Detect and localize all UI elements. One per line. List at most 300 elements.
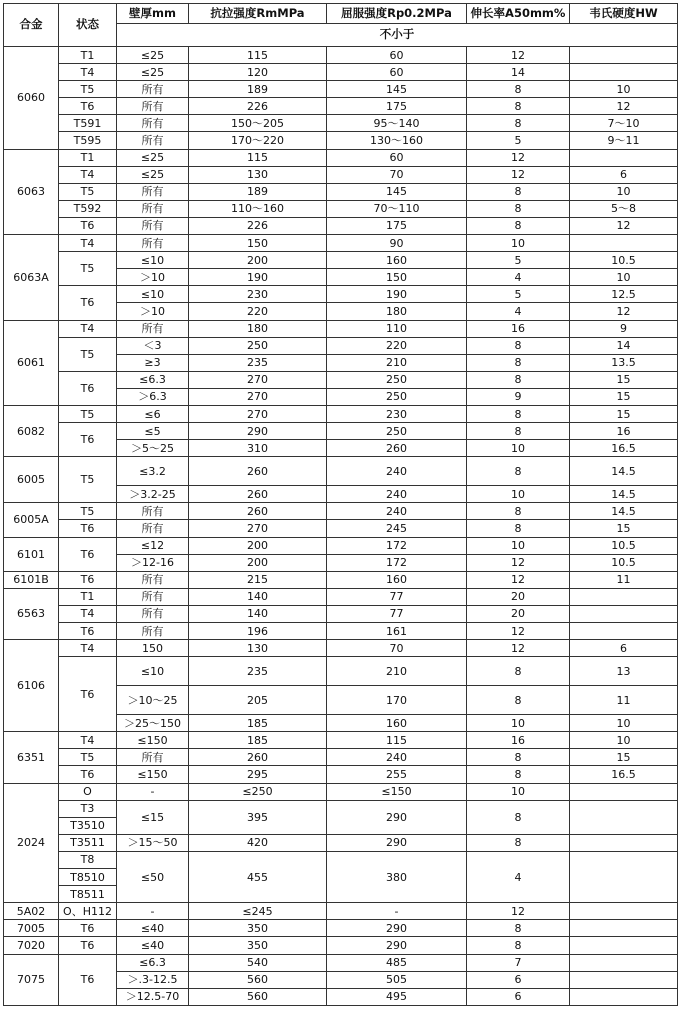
alloy-cell: 6063	[4, 149, 59, 234]
yield-cell: 70	[327, 166, 467, 183]
table-row	[4, 657, 678, 686]
hardness-cell: 15	[570, 405, 678, 422]
yield-cell: 240	[327, 503, 467, 520]
table-row	[4, 235, 678, 252]
table-row	[4, 252, 678, 269]
yield-cell: 260	[327, 440, 467, 457]
thickness-cell: ≤150	[117, 732, 189, 749]
elongation-cell: 6	[467, 988, 570, 1005]
tensile-cell: 130	[189, 166, 327, 183]
thickness-cell: 所有	[117, 98, 189, 115]
elongation-cell: 8	[467, 371, 570, 388]
thickness-cell: 所有	[117, 200, 189, 217]
table-row	[4, 149, 678, 166]
thickness-cell: ≤6	[117, 405, 189, 422]
elongation-cell: 10	[467, 715, 570, 732]
yield-cell: 150	[327, 269, 467, 286]
table-row	[4, 732, 678, 749]
hardness-cell	[570, 937, 678, 954]
yield-cell: 255	[327, 766, 467, 783]
table-body	[4, 47, 678, 1006]
thickness-cell: ≤6.3	[117, 954, 189, 971]
tensile-cell: 260	[189, 749, 327, 766]
yield-cell: 145	[327, 81, 467, 98]
hardness-cell: 11	[570, 571, 678, 588]
table-row	[4, 503, 678, 520]
yield-cell: 77	[327, 605, 467, 622]
elongation-cell: 7	[467, 954, 570, 971]
table-row	[4, 320, 678, 337]
elongation-cell: 12	[467, 903, 570, 920]
yield-cell: 220	[327, 337, 467, 354]
thickness-cell: ＞6.3	[117, 388, 189, 405]
temper-cell: T6	[59, 286, 117, 320]
yield-cell: 130～160	[327, 132, 467, 149]
yield-cell: 240	[327, 457, 467, 486]
hardness-cell: 12	[570, 303, 678, 320]
tensile-cell: 205	[189, 686, 327, 715]
tensile-cell: 270	[189, 520, 327, 537]
tensile-cell: 115	[189, 149, 327, 166]
alloy-cell: 6063A	[4, 235, 59, 320]
hardness-cell: 15	[570, 388, 678, 405]
hardness-cell	[570, 971, 678, 988]
table-row	[4, 166, 678, 183]
yield-cell: 95～140	[327, 115, 467, 132]
yield-cell: ≤150	[327, 783, 467, 800]
header-thickness: 壁厚mm	[117, 4, 189, 24]
yield-cell: 160	[327, 715, 467, 732]
temper-cell: T6	[59, 920, 117, 937]
thickness-cell: ≤150	[117, 766, 189, 783]
tensile-cell: 540	[189, 954, 327, 971]
tensile-cell: 150	[189, 235, 327, 252]
header-yield-strength: 屈服强度Rp0.2MPa	[327, 4, 467, 24]
thickness-cell: ≤5	[117, 423, 189, 440]
temper-cell: T3510	[59, 817, 117, 834]
tensile-cell: 260	[189, 486, 327, 503]
alloy-cell: 7020	[4, 937, 59, 954]
tensile-cell: 295	[189, 766, 327, 783]
yield-cell: 290	[327, 800, 467, 834]
thickness-cell: 所有	[117, 132, 189, 149]
table-row	[4, 405, 678, 422]
hardness-cell: 12	[570, 98, 678, 115]
temper-cell: T4	[59, 605, 117, 622]
elongation-cell: 8	[467, 657, 570, 686]
yield-cell: 495	[327, 988, 467, 1005]
temper-cell: O	[59, 783, 117, 800]
thickness-cell: ≤6.3	[117, 371, 189, 388]
thickness-cell: -	[117, 903, 189, 920]
hardness-cell: 15	[570, 749, 678, 766]
hardness-cell: 13.5	[570, 354, 678, 371]
temper-cell: T6	[59, 937, 117, 954]
thickness-cell: ＞10～25	[117, 686, 189, 715]
yield-cell: 145	[327, 183, 467, 200]
thickness-cell: 所有	[117, 503, 189, 520]
temper-cell: T8510	[59, 869, 117, 886]
table-row	[4, 64, 678, 81]
tensile-cell: 170～220	[189, 132, 327, 149]
thickness-cell: ≤10	[117, 657, 189, 686]
header-minimum-note: 不小于	[117, 24, 678, 47]
thickness-cell: ＞.3-12.5	[117, 971, 189, 988]
hardness-cell: 14	[570, 337, 678, 354]
yield-cell: 70～110	[327, 200, 467, 217]
tensile-cell: 200	[189, 554, 327, 571]
hardness-cell: 14.5	[570, 503, 678, 520]
hardness-cell: 10	[570, 269, 678, 286]
tensile-cell: 226	[189, 98, 327, 115]
thickness-cell: ≤25	[117, 47, 189, 64]
hardness-cell: 16	[570, 423, 678, 440]
temper-cell: T4	[59, 64, 117, 81]
table-row	[4, 115, 678, 132]
table-row	[4, 571, 678, 588]
table-row	[4, 588, 678, 605]
hardness-cell	[570, 851, 678, 902]
elongation-cell: 8	[467, 337, 570, 354]
yield-cell: 250	[327, 388, 467, 405]
header-elongation: 伸长率A50mm%	[467, 4, 570, 24]
hardness-cell	[570, 64, 678, 81]
elongation-cell: 12	[467, 47, 570, 64]
temper-cell: T6	[59, 217, 117, 234]
tensile-cell: 235	[189, 354, 327, 371]
tensile-cell: 290	[189, 423, 327, 440]
tensile-cell: 196	[189, 623, 327, 640]
temper-cell: T3	[59, 800, 117, 817]
tensile-cell: 560	[189, 988, 327, 1005]
thickness-cell: ≤50	[117, 851, 189, 902]
elongation-cell: 12	[467, 554, 570, 571]
tensile-cell: 190	[189, 269, 327, 286]
elongation-cell: 6	[467, 971, 570, 988]
alloy-cell: 6060	[4, 47, 59, 150]
hardness-cell: 10	[570, 183, 678, 200]
thickness-cell: 所有	[117, 320, 189, 337]
elongation-cell: 8	[467, 81, 570, 98]
hardness-cell: 6	[570, 640, 678, 657]
alloy-cell: 7075	[4, 954, 59, 1005]
alloy-cell: 6101B	[4, 571, 59, 588]
temper-cell: T1	[59, 47, 117, 64]
yield-cell: 161	[327, 623, 467, 640]
thickness-cell: ≤10	[117, 252, 189, 269]
yield-cell: 190	[327, 286, 467, 303]
thickness-cell: ≤12	[117, 537, 189, 554]
elongation-cell: 12	[467, 149, 570, 166]
thickness-cell: ＞15～50	[117, 834, 189, 851]
temper-cell: T4	[59, 320, 117, 337]
elongation-cell: 8	[467, 405, 570, 422]
table-row	[4, 766, 678, 783]
thickness-cell: 所有	[117, 571, 189, 588]
temper-cell: T6	[59, 537, 117, 571]
temper-cell: T5	[59, 183, 117, 200]
table-row	[4, 47, 678, 64]
temper-cell: T3511	[59, 834, 117, 851]
alloy-cell: 5A02	[4, 903, 59, 920]
tensile-cell: 250	[189, 337, 327, 354]
tensile-cell: 226	[189, 217, 327, 234]
elongation-cell: 10	[467, 537, 570, 554]
temper-cell: T6	[59, 571, 117, 588]
alloy-cell: 6005	[4, 457, 59, 503]
temper-cell: T6	[59, 657, 117, 732]
hardness-cell: 6	[570, 166, 678, 183]
mechanical-properties-table	[3, 3, 678, 1006]
elongation-cell: 8	[467, 920, 570, 937]
yield-cell: 245	[327, 520, 467, 537]
thickness-cell: ＞10	[117, 269, 189, 286]
elongation-cell: 9	[467, 388, 570, 405]
tensile-cell: 180	[189, 320, 327, 337]
hardness-cell: 9～11	[570, 132, 678, 149]
elongation-cell: 4	[467, 269, 570, 286]
alloy-cell: 7005	[4, 920, 59, 937]
thickness-cell: ＞25～150	[117, 715, 189, 732]
hardness-cell: 10.5	[570, 554, 678, 571]
header-tensile-strength: 抗拉强度RmMPa	[189, 4, 327, 24]
thickness-cell: ＞12.5-70	[117, 988, 189, 1005]
temper-cell: T4	[59, 732, 117, 749]
hardness-cell: 10.5	[570, 537, 678, 554]
temper-cell: T6	[59, 520, 117, 537]
thickness-cell: ＜3	[117, 337, 189, 354]
tensile-cell: 560	[189, 971, 327, 988]
temper-cell: T5	[59, 749, 117, 766]
table-row	[4, 520, 678, 537]
temper-cell: T4	[59, 640, 117, 657]
header-hardness: 韦氏硬度HW	[570, 4, 678, 24]
header-temper: 状态	[59, 4, 117, 47]
hardness-cell	[570, 623, 678, 640]
temper-cell: T6	[59, 954, 117, 1005]
yield-cell: 172	[327, 537, 467, 554]
table-row	[4, 640, 678, 657]
tensile-cell: 200	[189, 252, 327, 269]
thickness-cell: 所有	[117, 588, 189, 605]
hardness-cell: 10.5	[570, 252, 678, 269]
yield-cell: 115	[327, 732, 467, 749]
hardness-cell	[570, 903, 678, 920]
thickness-cell: ＞5～25	[117, 440, 189, 457]
alloy-cell: 6061	[4, 320, 59, 405]
elongation-cell: 4	[467, 303, 570, 320]
yield-cell: 210	[327, 354, 467, 371]
tensile-cell: ≤245	[189, 903, 327, 920]
thickness-cell: ≤40	[117, 937, 189, 954]
elongation-cell: 10	[467, 235, 570, 252]
tensile-cell: 110～160	[189, 200, 327, 217]
hardness-cell: 15	[570, 520, 678, 537]
tensile-cell: 455	[189, 851, 327, 902]
hardness-cell	[570, 920, 678, 937]
yield-cell: 290	[327, 937, 467, 954]
thickness-cell: ≤25	[117, 64, 189, 81]
thickness-cell: 150	[117, 640, 189, 657]
elongation-cell: 10	[467, 783, 570, 800]
elongation-cell: 5	[467, 286, 570, 303]
hardness-cell	[570, 149, 678, 166]
yield-cell: 230	[327, 405, 467, 422]
tensile-cell: 350	[189, 937, 327, 954]
table-row	[4, 537, 678, 554]
elongation-cell: 8	[467, 937, 570, 954]
elongation-cell: 12	[467, 623, 570, 640]
tensile-cell: 115	[189, 47, 327, 64]
elongation-cell: 20	[467, 588, 570, 605]
temper-cell: T6	[59, 371, 117, 405]
table-row	[4, 937, 678, 954]
elongation-cell: 8	[467, 766, 570, 783]
tensile-cell: 220	[189, 303, 327, 320]
elongation-cell: 8	[467, 183, 570, 200]
table-row	[4, 98, 678, 115]
yield-cell: 90	[327, 235, 467, 252]
hardness-cell	[570, 988, 678, 1005]
tensile-cell: 200	[189, 537, 327, 554]
thickness-cell: ≥3	[117, 354, 189, 371]
elongation-cell: 8	[467, 200, 570, 217]
hardness-cell: 16.5	[570, 440, 678, 457]
hardness-cell: 7～10	[570, 115, 678, 132]
yield-cell: 250	[327, 423, 467, 440]
hardness-cell: 10	[570, 81, 678, 98]
elongation-cell: 16	[467, 320, 570, 337]
thickness-cell: ≤15	[117, 800, 189, 834]
thickness-cell: 所有	[117, 605, 189, 622]
alloy-cell: 6563	[4, 588, 59, 639]
table-row	[4, 851, 678, 868]
yield-cell: 240	[327, 749, 467, 766]
thickness-cell: 所有	[117, 81, 189, 98]
elongation-cell: 4	[467, 851, 570, 902]
elongation-cell: 8	[467, 354, 570, 371]
yield-cell: -	[327, 903, 467, 920]
table-row	[4, 371, 678, 388]
table-row	[4, 423, 678, 440]
elongation-cell: 12	[467, 166, 570, 183]
tensile-cell: 395	[189, 800, 327, 834]
tensile-cell: 235	[189, 657, 327, 686]
yield-cell: 175	[327, 98, 467, 115]
elongation-cell: 8	[467, 686, 570, 715]
table-row	[4, 800, 678, 817]
hardness-cell: 10	[570, 715, 678, 732]
hardness-cell	[570, 800, 678, 834]
alloy-cell: 6351	[4, 732, 59, 783]
table-row	[4, 623, 678, 640]
elongation-cell: 12	[467, 571, 570, 588]
table-row	[4, 286, 678, 303]
hardness-cell	[570, 235, 678, 252]
table-row	[4, 457, 678, 486]
temper-cell: T595	[59, 132, 117, 149]
tensile-cell: 310	[189, 440, 327, 457]
thickness-cell: ≤25	[117, 149, 189, 166]
hardness-cell	[570, 834, 678, 851]
hardness-cell	[570, 783, 678, 800]
temper-cell: T5	[59, 503, 117, 520]
thickness-cell: 所有	[117, 217, 189, 234]
tensile-cell: 120	[189, 64, 327, 81]
yield-cell: 170	[327, 686, 467, 715]
thickness-cell: ≤25	[117, 166, 189, 183]
thickness-cell: ≤40	[117, 920, 189, 937]
temper-cell: T591	[59, 115, 117, 132]
yield-cell: 110	[327, 320, 467, 337]
yield-cell: 485	[327, 954, 467, 971]
table-row	[4, 337, 678, 354]
table-row	[4, 217, 678, 234]
tensile-cell: 185	[189, 732, 327, 749]
table-row	[4, 920, 678, 937]
hardness-cell: 15	[570, 371, 678, 388]
alloy-cell: 2024	[4, 783, 59, 903]
hardness-cell: 10	[570, 732, 678, 749]
yield-cell: 175	[327, 217, 467, 234]
thickness-cell: ≤3.2	[117, 457, 189, 486]
yield-cell: 60	[327, 64, 467, 81]
tensile-cell: 420	[189, 834, 327, 851]
elongation-cell: 8	[467, 423, 570, 440]
yield-cell: 250	[327, 371, 467, 388]
tensile-cell: 185	[189, 715, 327, 732]
yield-cell: 172	[327, 554, 467, 571]
yield-cell: 290	[327, 834, 467, 851]
elongation-cell: 10	[467, 486, 570, 503]
tensile-cell: 260	[189, 457, 327, 486]
elongation-cell: 20	[467, 605, 570, 622]
yield-cell: 505	[327, 971, 467, 988]
thickness-cell: 所有	[117, 623, 189, 640]
temper-cell: T8511	[59, 886, 117, 903]
temper-cell: T6	[59, 98, 117, 115]
elongation-cell: 8	[467, 503, 570, 520]
hardness-cell: 12.5	[570, 286, 678, 303]
temper-cell: T5	[59, 337, 117, 371]
hardness-cell: 16.5	[570, 766, 678, 783]
alloy-cell: 6101	[4, 537, 59, 571]
elongation-cell: 5	[467, 252, 570, 269]
alloy-cell: 6005A	[4, 503, 59, 537]
tensile-cell: 230	[189, 286, 327, 303]
alloy-cell: 6106	[4, 640, 59, 732]
thickness-cell: -	[117, 783, 189, 800]
tensile-cell: 270	[189, 371, 327, 388]
table-row	[4, 834, 678, 851]
elongation-cell: 12	[467, 640, 570, 657]
elongation-cell: 8	[467, 217, 570, 234]
hardness-cell: 13	[570, 657, 678, 686]
yield-cell: 380	[327, 851, 467, 902]
temper-cell: T4	[59, 235, 117, 252]
yield-cell: 210	[327, 657, 467, 686]
table-row	[4, 954, 678, 971]
table-row	[4, 605, 678, 622]
elongation-cell: 8	[467, 749, 570, 766]
yield-cell: 60	[327, 149, 467, 166]
temper-cell: T5	[59, 405, 117, 422]
elongation-cell: 8	[467, 800, 570, 834]
temper-cell: T5	[59, 81, 117, 98]
tensile-cell: 260	[189, 503, 327, 520]
header-alloy: 合金	[4, 4, 59, 47]
alloy-cell: 6082	[4, 405, 59, 456]
